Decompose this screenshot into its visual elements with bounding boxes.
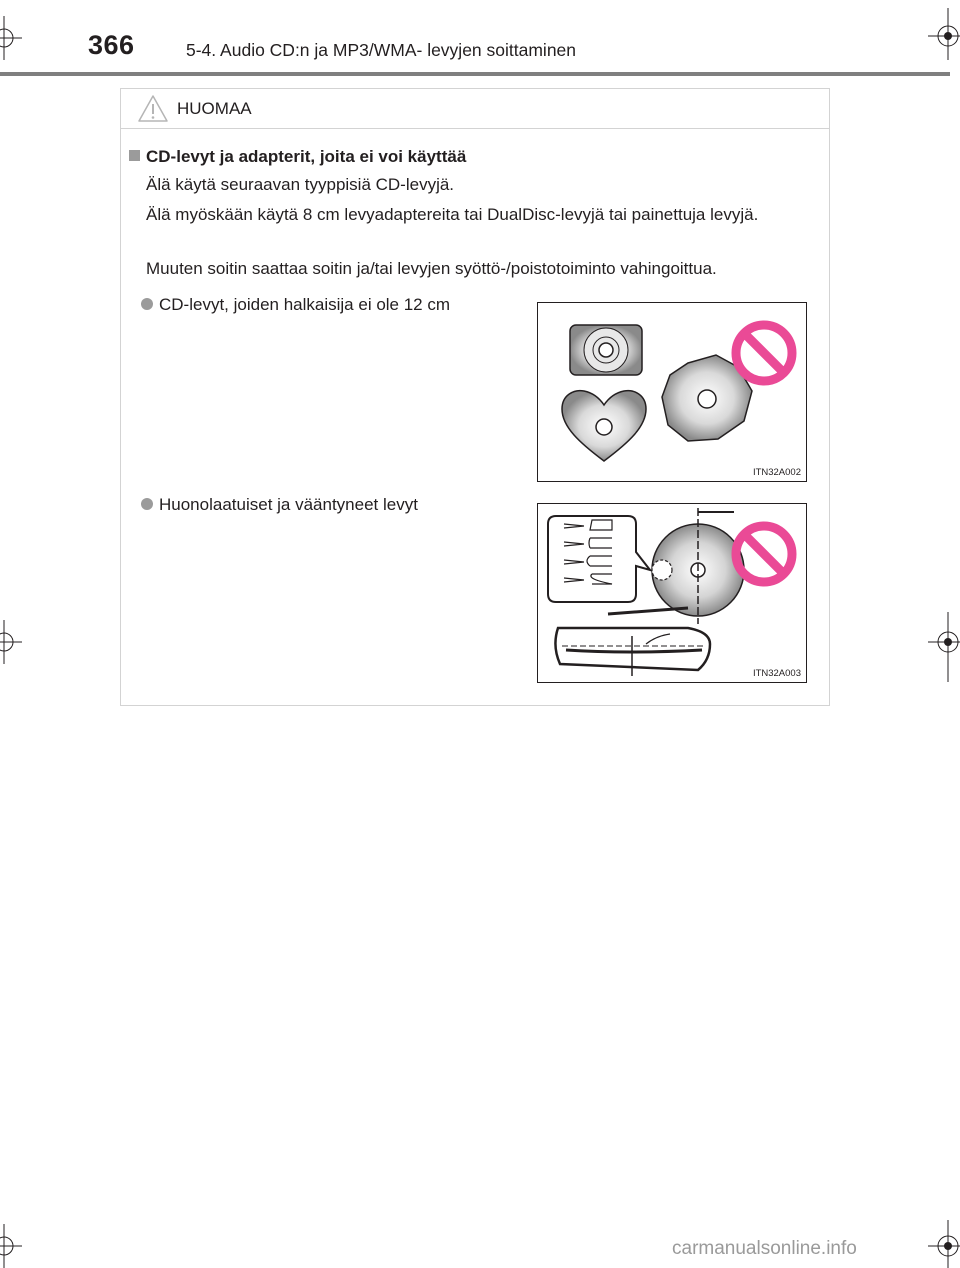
crop-mark-icon (0, 1224, 22, 1268)
warning-triangle-icon (137, 94, 169, 124)
circle-bullet-icon (141, 498, 153, 510)
paragraph: Älä käytä seuraavan tyyppisiä CD-levyjä. (146, 175, 455, 194)
figure-code: ITN32A002 (752, 467, 801, 478)
list-item-text: Huonolaatuiset ja vääntyneet levyt (159, 495, 418, 514)
wrong-size-discs-illustration (538, 303, 808, 483)
header-rule (0, 72, 950, 76)
page-number: 366 (88, 30, 135, 60)
list-item-text: CD-levyt, joiden halkaisija ei ole 12 cm (159, 295, 451, 314)
crop-mark-icon (928, 1220, 960, 1268)
prohibition-icon (736, 325, 792, 381)
figure-code: ITN32A003 (752, 668, 801, 679)
crop-mark-icon (0, 16, 22, 60)
square-bullet-icon (129, 150, 140, 161)
circle-bullet-icon (141, 298, 153, 310)
crop-mark-icon (928, 8, 960, 60)
notice-box (120, 88, 830, 706)
section-title: 5-4. Audio CD:n ja MP3/WMA- levyjen soittaminen (186, 40, 577, 60)
crop-mark-icon (0, 620, 22, 664)
warped-discs-illustration (538, 504, 808, 684)
list-item (141, 495, 418, 515)
prohibition-icon (736, 526, 792, 582)
notice-header (121, 89, 829, 129)
watermark: carmanualsonline.info (672, 1238, 857, 1259)
figure-wrong-size-discs (537, 302, 807, 482)
section-heading-text: CD-levyt ja adapterit, joita ei voi käyttää (146, 147, 467, 166)
notice-label: HUOMAA (177, 99, 252, 118)
list-item (141, 295, 450, 315)
paragraph: Älä myöskään käytä 8 cm levyadaptereita tai DualDisc-levyjä tai painettuja levyjä. (146, 205, 759, 224)
paragraph: Muuten soitin saattaa soitin ja/tai levyjen syöttö-/poistotoiminto vahingoittua. (146, 259, 717, 278)
crop-mark-icon (928, 612, 960, 682)
section-heading (129, 147, 466, 167)
figure-warped-discs (537, 503, 807, 683)
